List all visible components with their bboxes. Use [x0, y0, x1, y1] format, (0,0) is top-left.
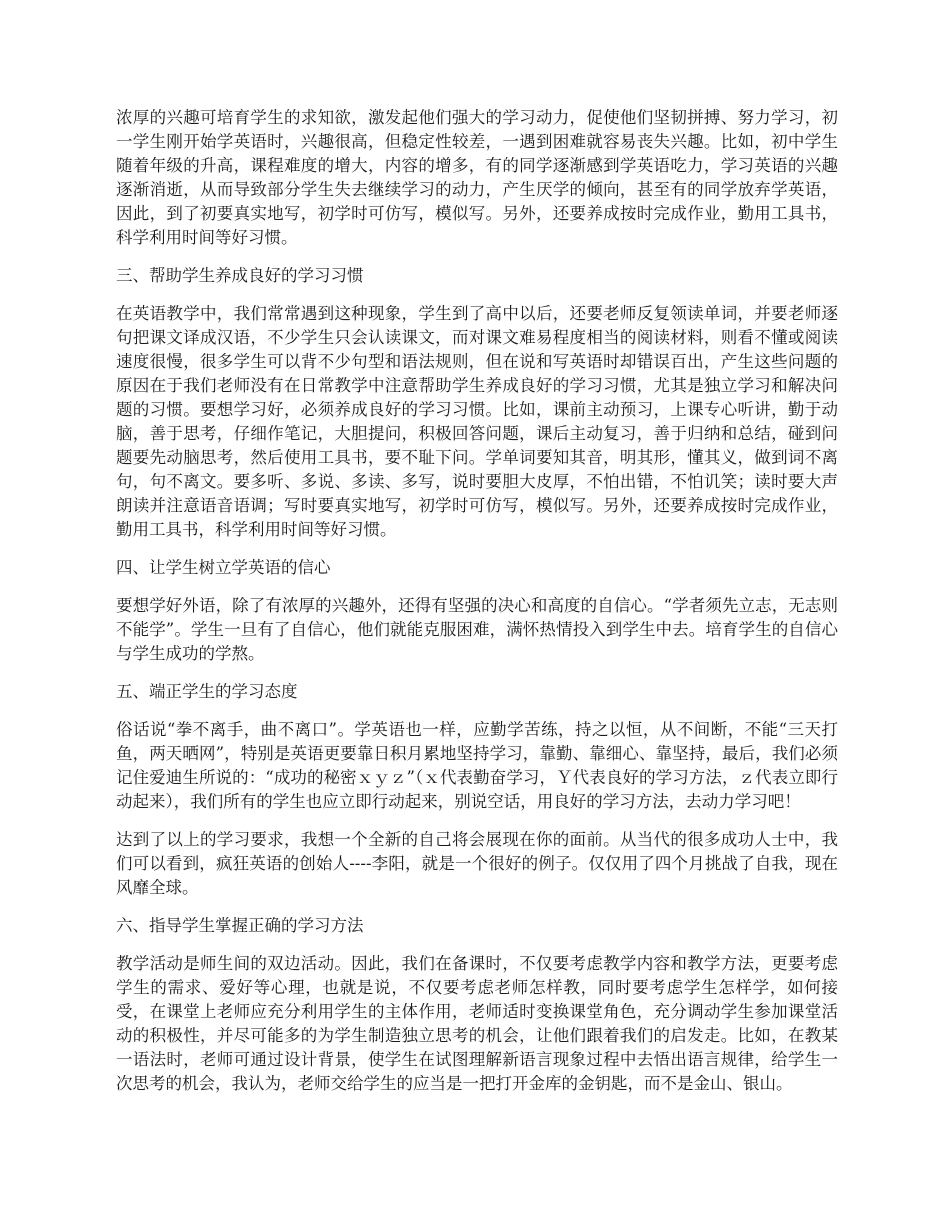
paragraph-interest: 浓厚的兴趣可培育学生的求知欲，激发起他们强大的学习动力，促使他们坚韧拼搏、努力学习，初一学生刚开始学英语时，兴趣很高，但稳定性较差，一遇到困难就容易丧失兴趣。比如，初中学生随着年级的升高，课程难度的增大，内容的增多，有的同学逐渐感到学英语吃力，学习英语的兴趣逐渐消逝，从而导致部分学生失去继续学习的动力，产生厌学的倾向，甚至有的同学放弃学英语，因此，到了初要真实地写，初学时可仿写，模似写。另外，还要养成按时完成作业，勤用工具书，科学利用时间等好习惯。 [116, 108, 838, 247]
section-heading-5: 五、端正学生的学习态度 [116, 682, 298, 701]
section-heading-4: 四、让学生树立学英语的信心 [116, 558, 331, 577]
paragraph-methods: 教学活动是师生间的双边活动。因此，我们在备课时，不仅要考虑教学内容和教学方法，更要考虑学生的需求、爱好等心理，也就是说，不仅要考虑老师怎样教，同时要考虑学生怎样学，如何接受，在课堂上老师应充分利用学生的主体作用，老师适时变换课堂角色，充分调动学生参加课堂活动的积极性，并尽可能多的为学生制造独立思考的机会，让他们跟着我们的启发走。比如，在教某一语法时，老师可通过设计背景，使学生在试图理解新语言现象过程中去悟出语言规律，给学生一次思考的机会，我认为，老师交给学生的应当是一把打开金库的金钥匙，而不是金山、银山。 [116, 954, 838, 1093]
paragraph-confidence: 要想学好外语，除了有浓厚的兴趣外，还得有坚强的决心和高度的自信心。“学者须先立志，无志则不能学”。学生一旦有了自信心，他们就能克服困难，满怀热情投入到学生中去。培育学生的自信心与学生成功的学熬。 [116, 596, 838, 663]
document-page [116, 106, 838, 1110]
paragraph-attitude: 俗话说“拳不离手，曲不离口”。学英语也一样，应勤学苦练，持之以恒，从不间断，不能“三天打鱼，两天晒网”，特别是英语更要靠日积月累地坚持学习，靠勤、靠细心、靠坚持，最后，我们必须记住爱迪生所说的：“成功的秘密ｘｙｚ”（ｘ代表勤奋学习，Ｙ代表良好的学习方法，ｚ代表立即行动起来），我们所有的学生也应立即行动起来，别说空话，用良好的学习方法，去动力学习吧！ [116, 720, 838, 811]
paragraph-example: 达到了以上的学习要求，我想一个全新的自己将会展现在你的面前。从当代的很多成功人士中，我们可以看到，疯狂英语的创始人----李阳，就是一个很好的例子。仅仅用了四个月挑战了自我，现在风靡全球。 [116, 830, 838, 897]
section-heading-3: 三、帮助学生养成良好的学习习惯 [116, 266, 364, 285]
paragraph-habits: 在英语教学中，我们常常遇到这种现象，学生到了高中以后，还要老师反复领读单词，并要老师逐句把课文译成汉语，不少学生只会认读课文，而对课文难易程度相当的阅读材料，则看不懂或阅读速度很慢，很多学生可以背不少句型和语法规则，但在说和写英语时却错误百出，产生这些问题的原因在于我们老师没有在日常教学中注意帮助学生养成良好的学习习惯，尤其是独立学习和解决问题的习惯。要想学习好，必须养成良好的学习习惯。比如，课前主动预习，上课专心听讲，勤于动脑，善于思考，仔细作笔记，大胆提问，积极回答问题，课后主动复习，善于归纳和总结，碰到问题要先动脑思考，然后使用工具书，要不耻下问。学单词要知其音，明其形，懂其义，做到词不离句，句不离文。要多听、多说、多读、多写，说时要胆大皮厚，不怕出错，不怕讥笑；读时要大声朗读并注意语音语调；写时要真实地写，初学时可仿写，模似写。另外，还要养成按时完成作业，勤用工具书，科学利用时间等好习惯。 [116, 304, 838, 539]
section-heading-6: 六、指导学生掌握正确的学习方法 [116, 916, 364, 935]
